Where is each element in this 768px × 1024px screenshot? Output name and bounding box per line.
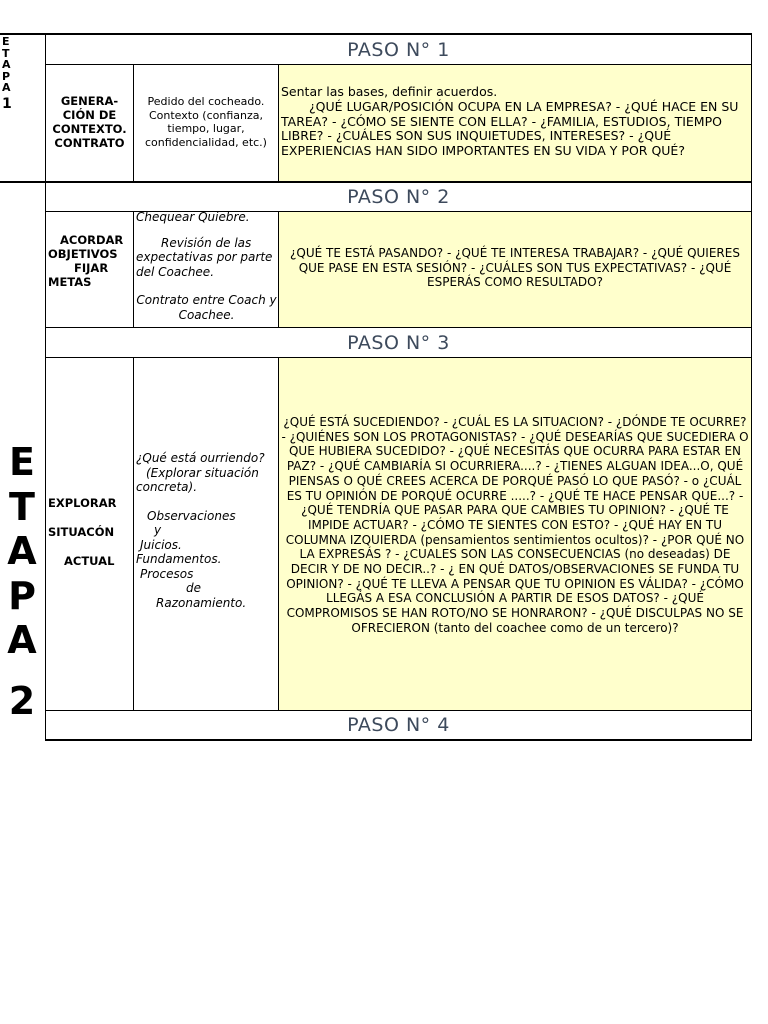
paso2-step-label: ACORDAR OBJETIVOS FIJAR METAS xyxy=(48,233,124,289)
etapa1-number: 1 xyxy=(2,95,12,112)
etapa2-letter: P xyxy=(8,573,36,618)
etapa2-letter: E xyxy=(9,440,35,484)
etapa1-label xyxy=(2,36,16,110)
paso1-questions: ¿QUÉ LUGAR/POSICIÓN OCUPA EN LA EMPRESA? - ¿QUÉ HACE EN SU TAREA? - ¿CÓMO SE SIENTE CON ELLA? - ¿FAMILIA, ESTUDIOS, TIEMPO LIBRE? - ¿CUÁLES SON SUS INQUIETUDES, INTERESES? - ¿QUÉ EXPERIENCIAS HAN SIDO IMPORTANTES EN SU VIDA Y POR QUÉ? xyxy=(281,99,739,159)
paso2-description: Chequear Quiebre. Revisión de las expectativas por parte del Coachee. Contrato entre Coach y Coachee. xyxy=(136,210,277,322)
etapa1-letter: A xyxy=(2,58,11,71)
paso1-title: PASO N° 1 xyxy=(347,38,450,61)
paso2-title: PASO N° 2 xyxy=(347,186,450,208)
etapa2-letter: T xyxy=(9,484,35,529)
etapa2-label xyxy=(0,440,44,723)
etapa1-letter: T xyxy=(2,46,10,60)
etapa1-letter: A xyxy=(2,81,11,94)
paso3-questions: ¿QUÉ ESTÁ SUCEDIENDO? - ¿CUÁL ES LA SITUACION? - ¿DÓNDE TE OCURRE? - ¿QUIÉNES SON LOS PROTAGONISTAS? - ¿QUÉ DESEARÍAS QUE SUCEDIERA O QUE HUBIERA SUCEDIDO? - ¿QUÉ NECESITÁS QUE OCURRA PARA ESTAR EN PAZ? - ¿QUÉ CAMBIARÍA SI OCURRIERA....? - ¿TIENES ALGUAN IDEA...O, QUÉ PIENSAS O QUÉ CREES ACERCA DE PORQUÉ PASÓ LO QUE PASÓ? - o ¿CUÁL ES TU OPINIÓN DE PORQUÉ OCURRE .....? - ¿QUÉ TE HACE PENSAR QUE...? - ¿QUÉ TENDRÍA QUE PASAR PARA QUE CAMBIES TU OPINION? - ¿QUÉ TE IMPIDE ACTUAR? - ¿CÓMO TE SIENTES CON ESTO? - ¿QUÉ HAY EN TU COLUMNA IZQUIERDA (pensamientos sentimientos ocultos)? - ¿POR QUÉ NO LA EXPRESÁS ? - ¿CUALES SON LAS CONSECUENCIAS (no deseadas) DE DECIR Y DE NO DECIR..? - ¿ EN QUÉ DATOS/OBSERVACIONES SE FUNDA TU OPINION? - ¿QUÉ TE LLEVA A PENSAR QUE TU OPINION ES VÁLIDA? - ¿CÓMO LLEGÁS A ESA CONCLUSIÓN A PARTIR DE ESOS DATOS? - ¿QUÉ COMPROMISOS SE HAN ROTO/NO SE HONRARON? - ¿QUÉ DISCULPAS NO SE OFRECIERON (tanto del coachee como de un tercero)? xyxy=(281,415,749,635)
paso4-title: PASO N° 4 xyxy=(347,714,450,736)
paso3-description: ¿Qué está ourriendo? (Explorar situación concreta). Observaciones y Juicios. Fundamentos. Procesos de Razonamiento. xyxy=(136,451,265,610)
paso1-step-label: GENERA- CIÓN DE CONTEXTO. CONTRATO xyxy=(52,94,127,150)
etapa1-letter: P xyxy=(2,69,11,83)
paso3-title: PASO N° 3 xyxy=(347,331,450,354)
etapa2-letter: A xyxy=(7,529,37,573)
etapa1-letter: E xyxy=(2,35,10,48)
etapa2-number: 2 xyxy=(8,678,36,723)
paso1-intro: Sentar las bases, definir acuerdos. xyxy=(281,84,498,99)
paso2-questions: ¿QUÉ TE ESTÁ PASANDO? - ¿QUÉ TE INTERESA TRABAJAR? - ¿QUÉ QUIERES QUE PASE EN ESTA SESIÓN? - ¿CUÁLES SON TUS EXPECTATIVAS? - ¿QUÉ ESPERÁS COMO RESULTADO? xyxy=(290,246,740,290)
paso1-description: Pedido del cocheado. Contexto (confianza, tiempo, lugar, confidencialidad, etc.) xyxy=(145,95,267,149)
etapa2-letter: A xyxy=(7,618,37,662)
paso3-step-label: EXPLORAR SITUACÓN ACTUAL xyxy=(48,496,117,568)
